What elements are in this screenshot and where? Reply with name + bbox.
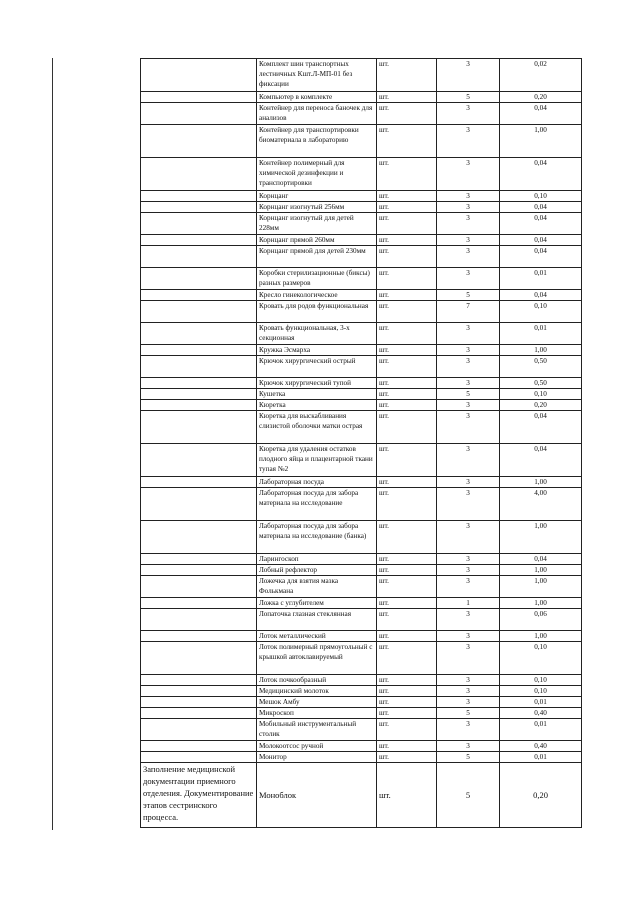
section-cell [141, 675, 257, 686]
quantity-cell: 3 [437, 356, 500, 378]
section-cell [141, 576, 257, 598]
item-name-cell: Кресло гинекологическое [257, 290, 377, 301]
coefficient-cell: 1,00 [500, 576, 582, 598]
table-row [141, 345, 582, 356]
quantity-cell: 3 [437, 411, 500, 444]
unit-cell: шт. [377, 719, 437, 741]
item-name-cell: Лоток почкообразный [257, 675, 377, 686]
item-name-cell: Мешок Амбу [257, 697, 377, 708]
item-name-cell: Контейнер полимерный для химической дезинфекции и транспортировки [257, 158, 377, 191]
quantity-cell: 5 [437, 290, 500, 301]
coefficient-cell: 1,00 [500, 565, 582, 576]
unit-cell: шт. [377, 444, 437, 477]
table-row [141, 290, 582, 301]
table-row [141, 103, 582, 125]
unit-cell: шт. [377, 356, 437, 378]
unit-cell: шт. [377, 323, 437, 345]
equipment-table [140, 58, 582, 828]
item-name-cell: Лабораторная посуда [257, 477, 377, 488]
quantity-cell: 3 [437, 213, 500, 235]
item-name-cell: Медицинский молоток [257, 686, 377, 697]
table-row [141, 389, 582, 400]
coefficient-cell: 0,01 [500, 752, 582, 763]
item-name-cell: Лабораторная посуда для забора материала на исследование (банка) [257, 521, 377, 554]
section-cell [141, 389, 257, 400]
item-name-cell: Крючок хирургический острый [257, 356, 377, 378]
quantity-cell: 5 [437, 708, 500, 719]
coefficient-cell: 1,00 [500, 345, 582, 356]
item-name-cell: Корнцанг [257, 191, 377, 202]
unit-cell: шт. [377, 565, 437, 576]
table-row [141, 356, 582, 378]
quantity-cell: 7 [437, 301, 500, 323]
quantity-cell: 5 [437, 389, 500, 400]
coefficient-cell: 1,00 [500, 631, 582, 642]
table-row [141, 675, 582, 686]
section-cell [141, 202, 257, 213]
section-cell [141, 565, 257, 576]
coefficient-cell: 1,00 [500, 598, 582, 609]
unit-cell: шт. [377, 708, 437, 719]
section-cell [141, 686, 257, 697]
coefficient-cell: 0,01 [500, 719, 582, 741]
coefficient-cell: 0,04 [500, 554, 582, 565]
item-name-cell: Корнцанг изогнутый для детей 228мм [257, 213, 377, 235]
quantity-cell: 3 [437, 268, 500, 290]
section-cell [141, 191, 257, 202]
unit-cell: шт. [377, 400, 437, 411]
quantity-cell: 3 [437, 675, 500, 686]
coefficient-cell: 0,04 [500, 246, 582, 268]
coefficient-cell: 1,00 [500, 477, 582, 488]
quantity-cell: 3 [437, 444, 500, 477]
table-row [141, 763, 582, 828]
table-row [141, 411, 582, 444]
section-cell [141, 697, 257, 708]
table-row [141, 191, 582, 202]
coefficient-cell: 0,50 [500, 378, 582, 389]
section-cell [141, 598, 257, 609]
quantity-cell: 3 [437, 158, 500, 191]
quantity-cell: 1 [437, 598, 500, 609]
unit-cell: шт. [377, 488, 437, 521]
section-cell [141, 752, 257, 763]
coefficient-cell: 0,04 [500, 213, 582, 235]
section-cell [141, 323, 257, 345]
table-row [141, 686, 582, 697]
item-name-cell: Мобильный инструментальный столик [257, 719, 377, 741]
item-name-cell: Лоток полимерный прямоугольный с крышкой автоклавируемый [257, 642, 377, 675]
item-name-cell: Ложка с углубителем [257, 598, 377, 609]
unit-cell: шт. [377, 158, 437, 191]
unit-cell: шт. [377, 191, 437, 202]
unit-cell: шт. [377, 378, 437, 389]
section-cell [141, 345, 257, 356]
coefficient-cell: 1,00 [500, 125, 582, 158]
item-name-cell: Монитор [257, 752, 377, 763]
section-cell [141, 708, 257, 719]
section-cell [141, 158, 257, 191]
quantity-cell: 3 [437, 400, 500, 411]
table-row [141, 477, 582, 488]
table-row [141, 235, 582, 246]
section-cell [141, 521, 257, 554]
unit-cell: шт. [377, 246, 437, 268]
item-name-cell: Компьютер в комплекте [257, 92, 377, 103]
table-row [141, 576, 582, 598]
quantity-cell: 3 [437, 521, 500, 554]
item-name-cell: Кушетка [257, 389, 377, 400]
unit-cell: шт. [377, 697, 437, 708]
section-cell [141, 125, 257, 158]
table-row [141, 565, 582, 576]
unit-cell: шт. [377, 125, 437, 158]
table-row [141, 609, 582, 631]
unit-cell: шт. [377, 92, 437, 103]
quantity-cell: 3 [437, 576, 500, 598]
table-row [141, 125, 582, 158]
item-name-cell: Контейнер для переноса баночек для анализов [257, 103, 377, 125]
unit-cell: шт. [377, 202, 437, 213]
table-row [141, 708, 582, 719]
table-row [141, 213, 582, 235]
coefficient-cell: 0,06 [500, 609, 582, 631]
quantity-cell: 3 [437, 697, 500, 708]
unit-cell: шт. [377, 631, 437, 642]
quantity-cell: 3 [437, 323, 500, 345]
quantity-cell: 3 [437, 741, 500, 752]
quantity-cell: 3 [437, 59, 500, 92]
unit-cell: шт. [377, 752, 437, 763]
item-name-cell: Кровать для родов функциональная [257, 301, 377, 323]
section-cell [141, 631, 257, 642]
item-name-cell: Крючок хирургический тупой [257, 378, 377, 389]
coefficient-cell: 0,01 [500, 323, 582, 345]
coefficient-cell: 0,04 [500, 444, 582, 477]
coefficient-cell: 1,00 [500, 521, 582, 554]
section-cell [141, 301, 257, 323]
unit-cell: шт. [377, 235, 437, 246]
section-cell [141, 59, 257, 92]
quantity-cell: 3 [437, 565, 500, 576]
table-row [141, 158, 582, 191]
quantity-cell: 3 [437, 345, 500, 356]
unit-cell: шт. [377, 554, 437, 565]
table-row [141, 59, 582, 92]
item-name-cell: Кровать функциональная, 3-х секционная [257, 323, 377, 345]
coefficient-cell: 0,40 [500, 741, 582, 752]
table-row [141, 741, 582, 752]
quantity-cell: 3 [437, 686, 500, 697]
item-name-cell: Лабораторная посуда для забора материала на исследование [257, 488, 377, 521]
section-cell [141, 290, 257, 301]
coefficient-cell: 0,04 [500, 202, 582, 213]
quantity-cell: 5 [437, 92, 500, 103]
coefficient-cell: 4,00 [500, 488, 582, 521]
coefficient-cell: 0,04 [500, 235, 582, 246]
section-cell [141, 103, 257, 125]
table-row [141, 631, 582, 642]
coefficient-cell: 0,40 [500, 708, 582, 719]
quantity-cell: 3 [437, 477, 500, 488]
item-name-cell: Лопаточка глазная стеклянная [257, 609, 377, 631]
quantity-cell: 3 [437, 191, 500, 202]
coefficient-cell: 0,20 [500, 763, 582, 828]
unit-cell: шт. [377, 103, 437, 125]
coefficient-cell: 0,04 [500, 290, 582, 301]
coefficient-cell: 0,04 [500, 411, 582, 444]
unit-cell: шт. [377, 675, 437, 686]
item-name-cell: Ложечка для взятия мазка Фолькмана [257, 576, 377, 598]
coefficient-cell: 0,20 [500, 400, 582, 411]
unit-cell: шт. [377, 345, 437, 356]
item-name-cell: Кюретка для выскабливания слизистой оболочки матки острая [257, 411, 377, 444]
page-margin-line [52, 58, 53, 830]
item-name-cell: Коробки стерилизационные (биксы) разных размеров [257, 268, 377, 290]
coefficient-cell: 0,10 [500, 686, 582, 697]
table-row [141, 378, 582, 389]
unit-cell: шт. [377, 642, 437, 675]
section-cell [141, 741, 257, 752]
quantity-cell: 3 [437, 642, 500, 675]
coefficient-cell: 0,04 [500, 103, 582, 125]
table-row [141, 521, 582, 554]
item-name-cell: Ларингоскоп [257, 554, 377, 565]
table-row [141, 323, 582, 345]
item-name-cell: Контейнер для транспортировки биоматериала в лабораторию [257, 125, 377, 158]
item-name-cell: Корнцанг прямой для детей 230мм [257, 246, 377, 268]
coefficient-cell: 0,20 [500, 92, 582, 103]
section-cell [141, 609, 257, 631]
table-row [141, 554, 582, 565]
quantity-cell: 3 [437, 609, 500, 631]
table-row [141, 697, 582, 708]
section-cell [141, 488, 257, 521]
item-name-cell: Лоток металлический [257, 631, 377, 642]
section-cell [141, 378, 257, 389]
unit-cell: шт. [377, 59, 437, 92]
quantity-cell: 3 [437, 488, 500, 521]
section-cell [141, 213, 257, 235]
item-name-cell: Лобный рефлектор [257, 565, 377, 576]
unit-cell: шт. [377, 609, 437, 631]
unit-cell: шт. [377, 763, 437, 828]
quantity-cell: 3 [437, 125, 500, 158]
section-cell [141, 400, 257, 411]
unit-cell: шт. [377, 521, 437, 554]
quantity-cell: 3 [437, 631, 500, 642]
section-cell [141, 554, 257, 565]
section-cell: Заполнение медицинской документации приемного отделения. Документирование этапов сестринского процесса. [141, 763, 257, 828]
unit-cell: шт. [377, 576, 437, 598]
unit-cell: шт. [377, 598, 437, 609]
table-row [141, 92, 582, 103]
table-row [141, 598, 582, 609]
quantity-cell: 3 [437, 235, 500, 246]
unit-cell: шт. [377, 411, 437, 444]
table-row [141, 719, 582, 741]
coefficient-cell: 0,10 [500, 191, 582, 202]
section-cell [141, 477, 257, 488]
coefficient-cell: 0,02 [500, 59, 582, 92]
section-cell [141, 444, 257, 477]
section-cell [141, 356, 257, 378]
quantity-cell: 3 [437, 554, 500, 565]
table-row [141, 752, 582, 763]
coefficient-cell: 0,01 [500, 268, 582, 290]
table-row [141, 202, 582, 213]
table-row [141, 488, 582, 521]
item-name-cell: Кюретка для удаления остатков плодного яйца и плацентарной ткани тупая №2 [257, 444, 377, 477]
coefficient-cell: 0,10 [500, 642, 582, 675]
table-row [141, 400, 582, 411]
quantity-cell: 3 [437, 103, 500, 125]
item-name-cell: Микроскоп [257, 708, 377, 719]
item-name-cell: Кюретка [257, 400, 377, 411]
item-name-cell: Моноблок [257, 763, 377, 828]
table-row [141, 301, 582, 323]
quantity-cell: 3 [437, 378, 500, 389]
section-cell [141, 719, 257, 741]
coefficient-cell: 0,04 [500, 158, 582, 191]
section-cell [141, 411, 257, 444]
unit-cell: шт. [377, 213, 437, 235]
item-name-cell: Корнцанг прямой 260мм [257, 235, 377, 246]
coefficient-cell: 0,01 [500, 697, 582, 708]
unit-cell: шт. [377, 477, 437, 488]
quantity-cell: 5 [437, 752, 500, 763]
section-cell [141, 92, 257, 103]
quantity-cell: 5 [437, 763, 500, 828]
coefficient-cell: 0,50 [500, 356, 582, 378]
table-row [141, 642, 582, 675]
coefficient-cell: 0,10 [500, 389, 582, 400]
table-row [141, 246, 582, 268]
quantity-cell: 3 [437, 246, 500, 268]
unit-cell: шт. [377, 389, 437, 400]
quantity-cell: 3 [437, 202, 500, 213]
section-cell [141, 268, 257, 290]
unit-cell: шт. [377, 686, 437, 697]
coefficient-cell: 0,10 [500, 675, 582, 686]
table-row [141, 444, 582, 477]
unit-cell: шт. [377, 290, 437, 301]
section-cell [141, 246, 257, 268]
item-name-cell: Комплект шин транспортных лестничных Кшт.Л-МП-01 без фиксации [257, 59, 377, 92]
coefficient-cell: 0,10 [500, 301, 582, 323]
section-cell [141, 642, 257, 675]
item-name-cell: Кружка Эсмарха [257, 345, 377, 356]
quantity-cell: 3 [437, 719, 500, 741]
unit-cell: шт. [377, 301, 437, 323]
table-row [141, 268, 582, 290]
unit-cell: шт. [377, 741, 437, 752]
unit-cell: шт. [377, 268, 437, 290]
section-cell [141, 235, 257, 246]
item-name-cell: Молокоотсос ручной [257, 741, 377, 752]
item-name-cell: Корнцанг изогнутый 256мм [257, 202, 377, 213]
